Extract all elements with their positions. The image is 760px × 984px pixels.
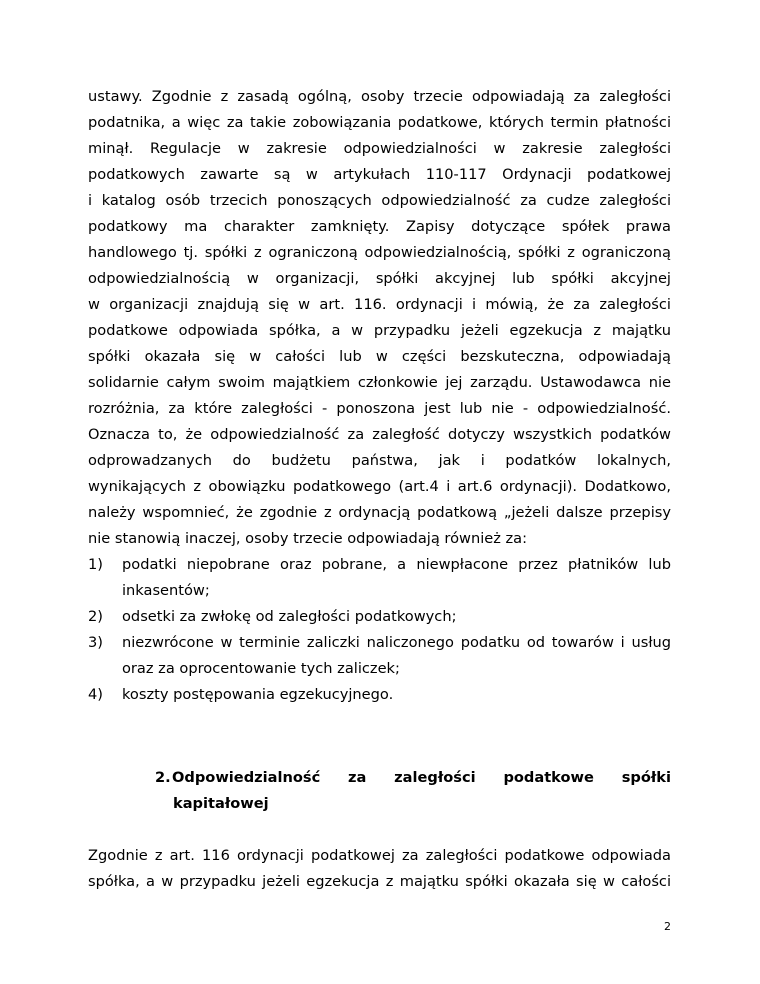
- paragraph-line: wynikających z obowiązku podatkowego (art.4 i art.6 ordynacji). Dodatkowo,: [88, 478, 671, 495]
- liability-list: [88, 552, 671, 708]
- section-heading-line: kapitałowej: [173, 795, 269, 812]
- paragraph-line: minął. Regulacje w zakresie odpowiedzialności w zakresie zaległości: [88, 140, 671, 157]
- section-heading-word: za: [348, 769, 367, 786]
- list-item: [88, 630, 671, 682]
- section-number: 2.: [155, 769, 171, 786]
- paragraph-line: rozróżnia, za które zaległości - ponoszona jest lub nie - odpowiedzialność.: [88, 400, 671, 417]
- list-item-number: 3): [88, 634, 103, 651]
- section-heading-word: 2.Odpowiedzialność: [155, 765, 320, 791]
- section-heading-word: podatkowe: [503, 769, 594, 786]
- page-number: 2: [664, 920, 671, 933]
- section-heading-word: spółki: [621, 769, 671, 786]
- paragraph-line: podatkowych zawarte są w artykułach 110-117 Ordynacji podatkowej: [88, 166, 671, 183]
- paragraph-line: spółki okazała się w całości lub w części bezskuteczna, odpowiadają: [88, 348, 671, 365]
- list-item-text: podatki niepobrane oraz pobrane, a niewpłacone przez płatników lub inkasentów;: [122, 556, 671, 599]
- list-item-number: 1): [88, 556, 103, 573]
- paragraph-line: Zgodnie z art. 116 ordynacji podatkowej za zaległości podatkowe odpowiada: [88, 847, 671, 864]
- list-item-text: koszty postępowania egzekucyjnego.: [122, 686, 394, 703]
- paragraph-line: należy wspomnieć, że zgodnie z ordynacją podatkową „jeżeli dalsze przepisy: [88, 504, 671, 521]
- paragraph-line: handlowego tj. spółki z ograniczoną odpowiedzialnością, spółki z ograniczoną: [88, 244, 671, 261]
- paragraph-line: solidarnie całym swoim majątkiem członkowie jej zarządu. Ustawodawca nie: [88, 374, 671, 391]
- paragraph-line: w organizacji znajdują się w art. 116. ordynacji i mówią, że za zaległości: [88, 296, 671, 313]
- paragraph-line: podatkowe odpowiada spółka, a w przypadku jeżeli egzekucja z majątku: [88, 322, 671, 339]
- section-heading-line: [155, 765, 671, 791]
- paragraph-line: odprowadzanych do budżetu państwa, jak i podatków lokalnych,: [88, 452, 671, 469]
- list-item: [88, 682, 671, 708]
- paragraph-line: Oznacza to, że odpowiedzialność za zaległość dotyczy wszystkich podatków: [88, 426, 671, 443]
- list-item-number: 4): [88, 686, 103, 703]
- section-heading: [88, 765, 671, 817]
- paragraph-line: podatkowy ma charakter zamknięty. Zapisy dotyczące spółek prawa: [88, 218, 671, 235]
- paragraph-line: nie stanowią inaczej, osoby trzecie odpowiadają również za:: [88, 530, 528, 547]
- paragraph-line: i katalog osób trzecich ponoszących odpowiedzialność za cudze zaległości: [88, 192, 671, 209]
- paragraph-line: spółka, a w przypadku jeżeli egzekucja z majątku spółki okazała się w całości: [88, 873, 671, 890]
- list-item: [88, 552, 671, 604]
- body-paragraph: [88, 84, 671, 552]
- page-content: [88, 84, 671, 895]
- paragraph-line: odpowiedzialnością w organizacji, spółki akcyjnej lub spółki akcyjnej: [88, 270, 671, 287]
- body-paragraph: [88, 843, 671, 895]
- list-item: [88, 604, 671, 630]
- paragraph-line: podatnika, a więc za takie zobowiązania podatkowe, których termin płatności: [88, 114, 671, 131]
- list-item-number: 2): [88, 608, 103, 625]
- list-item-text: odsetki za zwłokę od zaległości podatkowych;: [122, 608, 457, 625]
- section-heading-word: zaległości: [394, 769, 476, 786]
- paragraph-line: ustawy. Zgodnie z zasadą ogólną, osoby trzecie odpowiadają za zaległości: [88, 88, 671, 105]
- list-item-text: niezwrócone w terminie zaliczki naliczonego podatku od towarów i usług oraz za oprocentowanie tych zaliczek;: [122, 634, 671, 677]
